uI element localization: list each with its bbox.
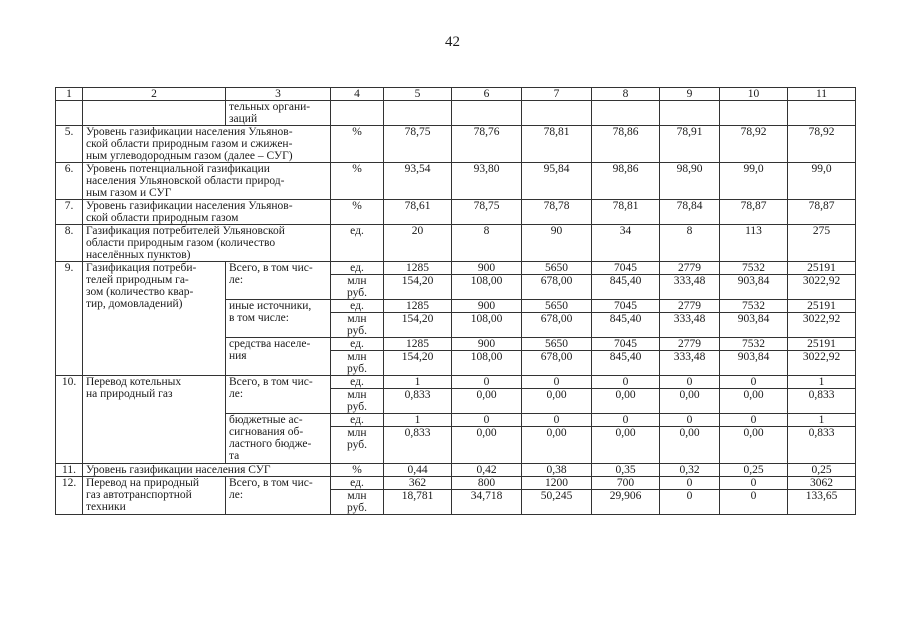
value-cell: 78,84 bbox=[660, 200, 720, 225]
empty-cell bbox=[660, 101, 720, 126]
row-number: 10. bbox=[56, 376, 83, 464]
header-row bbox=[56, 88, 856, 101]
column-header: 7 bbox=[522, 88, 592, 101]
value-cell: 903,84 bbox=[720, 313, 788, 338]
value-cell: 0,42 bbox=[452, 464, 522, 477]
value-cell: 133,65 bbox=[788, 490, 856, 515]
value-cell: 78,91 bbox=[660, 126, 720, 163]
value-cell: 1 bbox=[384, 376, 452, 389]
value-cell: 0,00 bbox=[522, 389, 592, 414]
empty-cell bbox=[788, 101, 856, 126]
value-cell: 0 bbox=[592, 376, 660, 389]
value-cell: 108,00 bbox=[452, 275, 522, 300]
value-cell: 8 bbox=[660, 225, 720, 262]
value-cell: 20 bbox=[384, 225, 452, 262]
value-cell: 2779 bbox=[660, 300, 720, 313]
row-title: Газификация потреби- телей природным га- зом (количество квар- тир, домовладений) bbox=[83, 262, 226, 376]
value-cell: 900 bbox=[452, 262, 522, 275]
value-cell: 0,38 bbox=[522, 464, 592, 477]
row-number: 6. bbox=[56, 163, 83, 200]
value-cell: 678,00 bbox=[522, 313, 592, 338]
value-cell: 0,00 bbox=[452, 427, 522, 464]
data-table bbox=[55, 87, 856, 515]
value-cell: 34 bbox=[592, 225, 660, 262]
value-cell: 95,84 bbox=[522, 163, 592, 200]
unit-cell: ед. bbox=[331, 225, 384, 262]
empty-cell bbox=[720, 101, 788, 126]
value-cell: 0 bbox=[720, 490, 788, 515]
column-header: 1 bbox=[56, 88, 83, 101]
row-title: Уровень газификации населения Ульянов- ской области природным газом bbox=[83, 200, 331, 225]
value-cell: 78,75 bbox=[384, 126, 452, 163]
table-row bbox=[56, 376, 856, 389]
column-header: 9 bbox=[660, 88, 720, 101]
value-cell: 108,00 bbox=[452, 351, 522, 376]
column-header: 2 bbox=[83, 88, 226, 101]
value-cell: 8 bbox=[452, 225, 522, 262]
empty-cell bbox=[331, 101, 384, 126]
value-cell: 0 bbox=[720, 376, 788, 389]
value-cell: 0 bbox=[720, 414, 788, 427]
value-cell: 154,20 bbox=[384, 313, 452, 338]
sub-label: Всего, в том чис- ле: bbox=[226, 262, 331, 300]
unit-cell: ед. bbox=[331, 376, 384, 389]
value-cell: 3022,92 bbox=[788, 275, 856, 300]
value-cell: 0,833 bbox=[788, 389, 856, 414]
value-cell: 5650 bbox=[522, 300, 592, 313]
value-cell: 900 bbox=[452, 300, 522, 313]
row-number: 9. bbox=[56, 262, 83, 376]
unit-cell: ед. bbox=[331, 338, 384, 351]
empty-cell bbox=[592, 101, 660, 126]
table-row bbox=[56, 200, 856, 225]
column-header: 10 bbox=[720, 88, 788, 101]
value-cell: 108,00 bbox=[452, 313, 522, 338]
value-cell: 93,80 bbox=[452, 163, 522, 200]
value-cell: 0,00 bbox=[592, 389, 660, 414]
value-cell: 7532 bbox=[720, 338, 788, 351]
value-cell: 0 bbox=[660, 376, 720, 389]
value-cell: 0,00 bbox=[660, 427, 720, 464]
value-cell: 5650 bbox=[522, 262, 592, 275]
value-cell: 845,40 bbox=[592, 275, 660, 300]
value-cell: 154,20 bbox=[384, 351, 452, 376]
row-number: 5. bbox=[56, 126, 83, 163]
value-cell: 113 bbox=[720, 225, 788, 262]
column-header: 6 bbox=[452, 88, 522, 101]
row-title: Перевод котельных на природный газ bbox=[83, 376, 226, 464]
row-title: Газификация потребителей Ульяновской области природным газом (количество населённых пунктов) bbox=[83, 225, 331, 262]
unit-cell: млн руб. bbox=[331, 351, 384, 376]
value-cell: 99,0 bbox=[788, 163, 856, 200]
row-title: Уровень газификации населения СУГ bbox=[83, 464, 331, 477]
value-cell: 0,833 bbox=[384, 389, 452, 414]
unit-cell: ед. bbox=[331, 477, 384, 490]
sub-label: Всего, в том чис- ле: bbox=[226, 477, 331, 515]
unit-cell: млн руб. bbox=[331, 389, 384, 414]
value-cell: 1 bbox=[384, 414, 452, 427]
unit-cell: ед. bbox=[331, 300, 384, 313]
unit-cell: млн руб. bbox=[331, 275, 384, 300]
value-cell: 1 bbox=[788, 414, 856, 427]
value-cell: 0,00 bbox=[452, 389, 522, 414]
value-cell: 845,40 bbox=[592, 313, 660, 338]
value-cell: 0,833 bbox=[788, 427, 856, 464]
table-row bbox=[56, 126, 856, 163]
value-cell: 1285 bbox=[384, 300, 452, 313]
row-number: 12. bbox=[56, 477, 83, 515]
row-number: 7. bbox=[56, 200, 83, 225]
sub-label: средства населе- ния bbox=[226, 338, 331, 376]
value-cell: 50,245 bbox=[522, 490, 592, 515]
sub-label: Всего, в том чис- ле: bbox=[226, 376, 331, 414]
value-cell: 0,00 bbox=[720, 427, 788, 464]
value-cell: 7045 bbox=[592, 338, 660, 351]
value-cell: 99,0 bbox=[720, 163, 788, 200]
value-cell: 34,718 bbox=[452, 490, 522, 515]
empty-cell bbox=[522, 101, 592, 126]
value-cell: 333,48 bbox=[660, 351, 720, 376]
value-cell: 678,00 bbox=[522, 351, 592, 376]
value-cell: 0 bbox=[452, 376, 522, 389]
value-cell: 1285 bbox=[384, 262, 452, 275]
value-cell: 1 bbox=[788, 376, 856, 389]
value-cell: 5650 bbox=[522, 338, 592, 351]
empty-cell bbox=[452, 101, 522, 126]
value-cell: 0 bbox=[592, 414, 660, 427]
row-title: Уровень потенциальной газификации населения Ульяновской области природ- ным газом и СУГ bbox=[83, 163, 331, 200]
unit-cell: млн руб. bbox=[331, 490, 384, 515]
value-cell: 78,81 bbox=[522, 126, 592, 163]
value-cell: 333,48 bbox=[660, 313, 720, 338]
value-cell: 78,86 bbox=[592, 126, 660, 163]
column-header: 3 bbox=[226, 88, 331, 101]
value-cell: 2779 bbox=[660, 262, 720, 275]
row-title: Перевод на природный газ автотранспортной техники bbox=[83, 477, 226, 515]
value-cell: 98,90 bbox=[660, 163, 720, 200]
sub-label: иные источники, в том числе: bbox=[226, 300, 331, 338]
value-cell: 2779 bbox=[660, 338, 720, 351]
value-cell: 78,92 bbox=[788, 126, 856, 163]
value-cell: 25191 bbox=[788, 262, 856, 275]
empty-cell bbox=[56, 101, 83, 126]
value-cell: 0,00 bbox=[660, 389, 720, 414]
unit-cell: млн руб. bbox=[331, 313, 384, 338]
continuation-text: тельных органи- заций bbox=[226, 101, 331, 126]
value-cell: 29,906 bbox=[592, 490, 660, 515]
value-cell: 78,87 bbox=[720, 200, 788, 225]
value-cell: 0 bbox=[522, 376, 592, 389]
value-cell: 93,54 bbox=[384, 163, 452, 200]
value-cell: 78,75 bbox=[452, 200, 522, 225]
value-cell: 0,00 bbox=[592, 427, 660, 464]
value-cell: 7045 bbox=[592, 300, 660, 313]
empty-cell bbox=[384, 101, 452, 126]
table-row bbox=[56, 477, 856, 490]
row-number: 11. bbox=[56, 464, 83, 477]
value-cell: 78,76 bbox=[452, 126, 522, 163]
unit-cell: % bbox=[331, 163, 384, 200]
table-row bbox=[56, 464, 856, 477]
table-row bbox=[56, 225, 856, 262]
value-cell: 78,81 bbox=[592, 200, 660, 225]
value-cell: 700 bbox=[592, 477, 660, 490]
value-cell: 900 bbox=[452, 338, 522, 351]
value-cell: 0,44 bbox=[384, 464, 452, 477]
unit-cell: % bbox=[331, 200, 384, 225]
unit-cell: ед. bbox=[331, 414, 384, 427]
value-cell: 0,32 bbox=[660, 464, 720, 477]
value-cell: 0,00 bbox=[522, 427, 592, 464]
column-header: 5 bbox=[384, 88, 452, 101]
value-cell: 333,48 bbox=[660, 275, 720, 300]
value-cell: 98,86 bbox=[592, 163, 660, 200]
value-cell: 78,92 bbox=[720, 126, 788, 163]
value-cell: 0 bbox=[660, 477, 720, 490]
value-cell: 25191 bbox=[788, 300, 856, 313]
value-cell: 7532 bbox=[720, 262, 788, 275]
value-cell: 0 bbox=[452, 414, 522, 427]
value-cell: 1285 bbox=[384, 338, 452, 351]
value-cell: 0,35 bbox=[592, 464, 660, 477]
continuation-row bbox=[56, 101, 856, 126]
table-row bbox=[56, 163, 856, 200]
column-header: 4 bbox=[331, 88, 384, 101]
value-cell: 3022,92 bbox=[788, 351, 856, 376]
value-cell: 3022,92 bbox=[788, 313, 856, 338]
column-header: 8 bbox=[592, 88, 660, 101]
value-cell: 362 bbox=[384, 477, 452, 490]
value-cell: 7045 bbox=[592, 262, 660, 275]
page-number: 42 bbox=[445, 34, 460, 50]
unit-cell: % bbox=[331, 126, 384, 163]
value-cell: 275 bbox=[788, 225, 856, 262]
value-cell: 0,833 bbox=[384, 427, 452, 464]
value-cell: 0 bbox=[522, 414, 592, 427]
value-cell: 0 bbox=[660, 490, 720, 515]
value-cell: 0,25 bbox=[788, 464, 856, 477]
value-cell: 154,20 bbox=[384, 275, 452, 300]
value-cell: 78,87 bbox=[788, 200, 856, 225]
value-cell: 25191 bbox=[788, 338, 856, 351]
value-cell: 800 bbox=[452, 477, 522, 490]
value-cell: 845,40 bbox=[592, 351, 660, 376]
value-cell: 78,61 bbox=[384, 200, 452, 225]
value-cell: 90 bbox=[522, 225, 592, 262]
row-number: 8. bbox=[56, 225, 83, 262]
column-header: 11 bbox=[788, 88, 856, 101]
table-row bbox=[56, 262, 856, 275]
value-cell: 903,84 bbox=[720, 351, 788, 376]
value-cell: 0 bbox=[660, 414, 720, 427]
value-cell: 78,78 bbox=[522, 200, 592, 225]
value-cell: 903,84 bbox=[720, 275, 788, 300]
value-cell: 1200 bbox=[522, 477, 592, 490]
unit-cell: млн руб. bbox=[331, 427, 384, 464]
value-cell: 0,00 bbox=[720, 389, 788, 414]
empty-cell bbox=[83, 101, 226, 126]
row-title: Уровень газификации населения Ульянов- ской области природным газом и сжижен- ным углеводородным газом (далее – СУГ) bbox=[83, 126, 331, 163]
value-cell: 3062 bbox=[788, 477, 856, 490]
unit-cell: % bbox=[331, 464, 384, 477]
value-cell: 678,00 bbox=[522, 275, 592, 300]
sub-label: бюджетные ас- сигнования об- ластного бюдже- та bbox=[226, 414, 331, 464]
value-cell: 18,781 bbox=[384, 490, 452, 515]
value-cell: 0 bbox=[720, 477, 788, 490]
value-cell: 0,25 bbox=[720, 464, 788, 477]
unit-cell: ед. bbox=[331, 262, 384, 275]
value-cell: 7532 bbox=[720, 300, 788, 313]
